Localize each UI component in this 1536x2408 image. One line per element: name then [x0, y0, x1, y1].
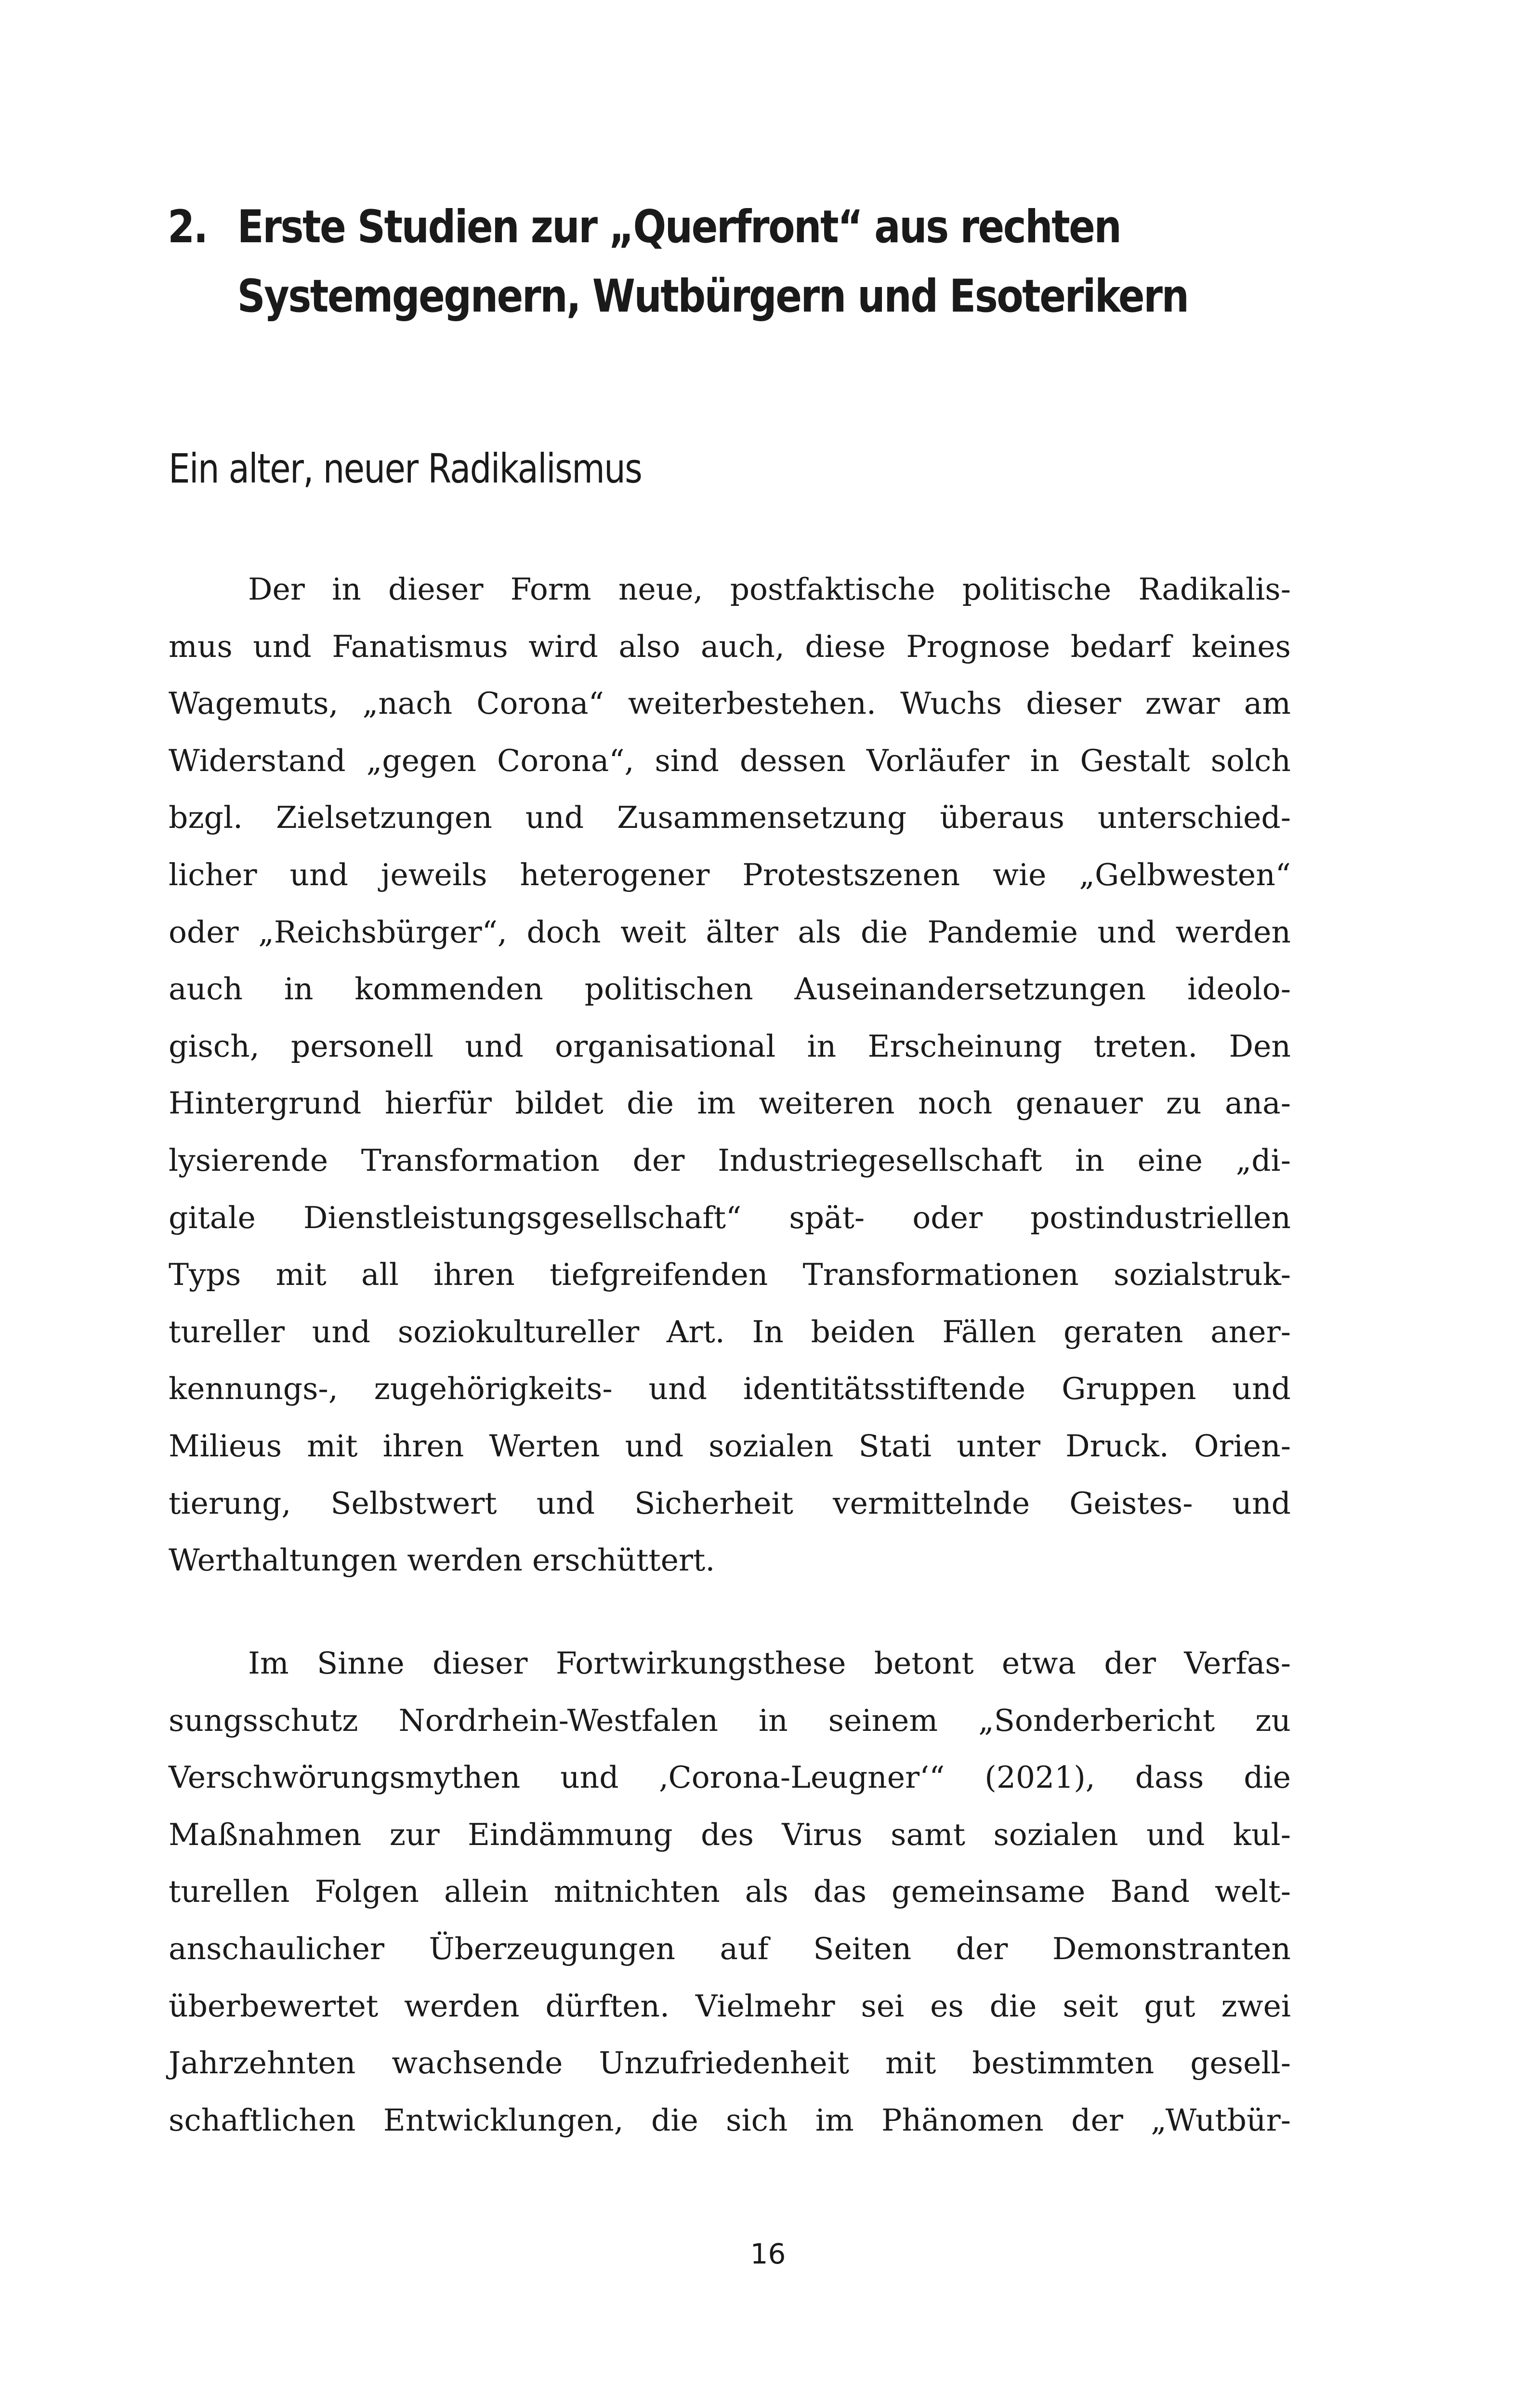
text-line: Milieus mit ihren Werten und sozialen Stati unter Druck. Orien- — [169, 1428, 1291, 1464]
text-line: Jahrzehnten wachsende Unzufriedenheit mit bestimmten gesell- — [169, 2045, 1291, 2081]
text-line: lysierende Transformation der Industriegesellschaft in eine „di- — [169, 1142, 1291, 1178]
text-line: Der in dieser Form neue, postfaktische politische Radikalis- — [248, 572, 1291, 607]
text-line: Typs mit all ihren tiefgreifenden Transformationen sozialstruk- — [169, 1257, 1291, 1293]
paragraph-1 — [169, 561, 1291, 1589]
chapter-title-line-1: Erste Studien zur „Querfront“ aus rechten — [237, 201, 1121, 253]
text-line: turellen Folgen allein mitnichten als das gemeinsame Band welt- — [169, 1874, 1291, 1910]
text-line: tureller und soziokultureller Art. In beiden Fällen geraten aner- — [169, 1314, 1291, 1349]
text-line: sungsschutz Nordrhein-Westfalen in seinem „Sonderbericht zu — [169, 1702, 1291, 1738]
text-line: Hintergrund hierfür bildet die im weiteren noch genauer zu ana- — [169, 1086, 1291, 1121]
text-line: überbewertet werden dürften. Vielmehr sei es die seit gut zwei — [169, 1988, 1291, 2024]
text-line: kennungs-, zugehörigkeits- und identitätsstiftende Gruppen und — [169, 1371, 1291, 1407]
chapter-heading — [168, 193, 1188, 331]
text-line: gitale Dienstleistungsgesellschaft“ spät- oder postindustriellen — [169, 1200, 1291, 1235]
text-line: oder „Reichsbürger“, doch weit älter als die Pandemie und werden — [169, 914, 1291, 950]
text-line: Im Sinne dieser Fortwirkungsthese betont etwa der Verfas- — [248, 1646, 1291, 1681]
chapter-number: 2. — [168, 201, 207, 253]
text-line: Wagemuts, „nach Corona“ weiterbestehen. Wuchs dieser zwar am — [169, 686, 1291, 721]
text-line: tierung, Selbstwert und Sicherheit vermittelnde Geistes- und — [169, 1485, 1291, 1521]
text-line: Verschwörungsmythen und ‚Corona-Leugner‘“ (2021), dass die — [169, 1760, 1291, 1795]
text-line: bzgl. Zielsetzungen und Zusammensetzung überaus unterschied- — [169, 800, 1291, 836]
text-line: gisch, personell und organisational in Erscheinung treten. Den — [169, 1028, 1291, 1064]
page-number: 16 — [750, 2238, 786, 2270]
text-line: anschaulicher Überzeugungen auf Seiten der Demonstranten — [169, 1931, 1291, 1966]
text-line: Widerstand „gegen Corona“, sind dessen Vorläufer in Gestalt solch — [169, 743, 1291, 778]
section-heading: Ein alter, neuer Radikalismus — [169, 445, 642, 492]
chapter-title-line-2: Systemgegnern, Wutbürgern und Esoterikern — [237, 270, 1188, 323]
text-line: licher und jeweils heterogener Protestszenen wie „Gelbwesten“ — [169, 857, 1291, 892]
paragraph-2 — [169, 1635, 1291, 2149]
text-line: auch in kommenden politischen Auseinandersetzungen ideolo- — [169, 971, 1291, 1007]
text-line: schaftlichen Entwicklungen, die sich im Phänomen der „Wutbür- — [169, 2102, 1291, 2138]
text-line: Werthaltungen werden erschüttert. — [169, 1543, 715, 1578]
text-line: Maßnahmen zur Eindämmung des Virus samt sozialen und kul- — [169, 1817, 1291, 1852]
text-line: mus und Fanatismus wird also auch, diese Prognose bedarf keines — [169, 628, 1291, 664]
